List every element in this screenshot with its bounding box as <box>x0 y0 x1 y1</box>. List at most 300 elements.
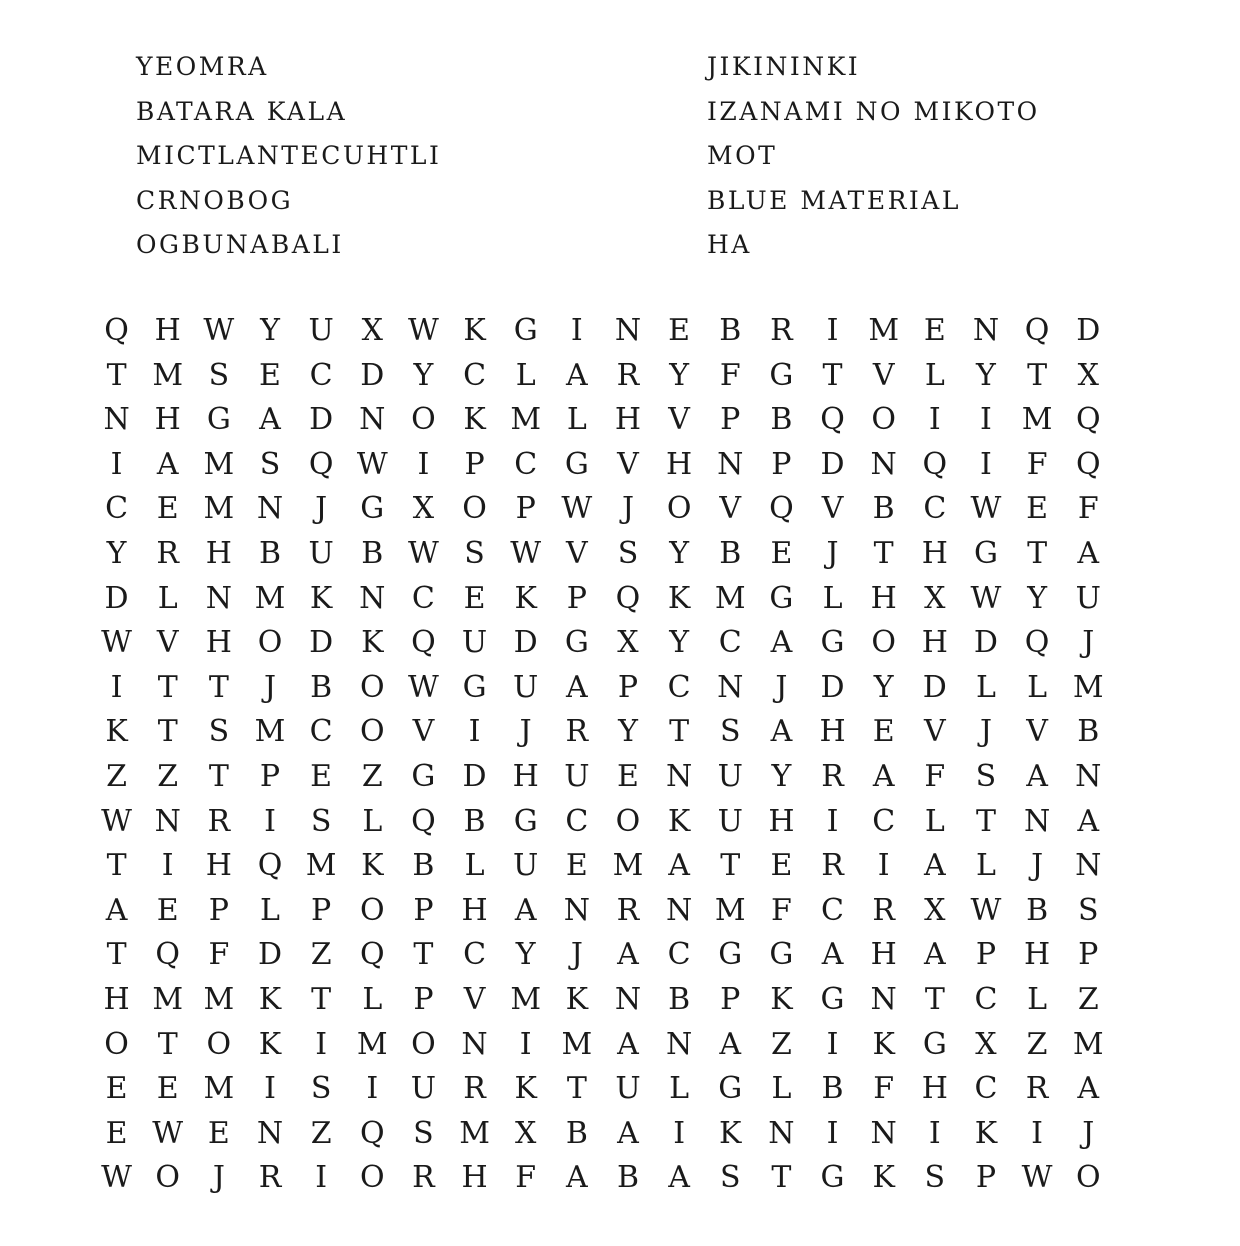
grid-cell[interactable]: Y <box>618 714 638 750</box>
grid-cell[interactable]: L <box>566 402 587 438</box>
grid-cell[interactable]: I <box>110 669 123 705</box>
grid-cell[interactable]: G <box>769 580 794 616</box>
grid-cell[interactable]: F <box>873 1071 895 1107</box>
grid-cell[interactable]: I <box>928 1115 941 1151</box>
grid-cell[interactable]: S <box>310 803 332 839</box>
grid-cell[interactable]: R <box>565 714 589 750</box>
grid-cell[interactable]: Y <box>413 357 434 393</box>
grid-cell[interactable]: H <box>870 580 897 616</box>
grid-cell[interactable]: L <box>771 1071 792 1107</box>
grid-cell[interactable]: L <box>669 1071 690 1107</box>
grid-cell[interactable]: A <box>668 1160 690 1196</box>
grid-cell[interactable]: Z <box>1077 981 1099 1017</box>
grid-cell[interactable]: Q <box>1024 313 1050 348</box>
grid-cell[interactable]: R <box>616 892 640 928</box>
grid-cell[interactable]: Q <box>922 446 948 482</box>
grid-cell[interactable]: T <box>771 1160 792 1196</box>
grid-cell[interactable]: A <box>617 1115 639 1151</box>
grid-cell[interactable]: D <box>309 625 334 661</box>
grid-cell[interactable]: K <box>667 580 691 616</box>
grid-cell[interactable]: D <box>1076 313 1101 348</box>
grid-cell[interactable]: F <box>1077 491 1099 527</box>
grid-cell[interactable]: Q <box>155 937 181 973</box>
grid-cell[interactable]: D <box>513 625 538 661</box>
grid-cell[interactable]: K <box>719 1115 742 1151</box>
grid-cell[interactable]: Q <box>411 625 436 661</box>
grid-cell[interactable]: N <box>359 580 386 616</box>
grid-cell[interactable]: G <box>718 1071 743 1107</box>
grid-cell[interactable]: M <box>152 357 184 393</box>
grid-cell[interactable]: R <box>821 758 844 794</box>
grid-cell[interactable]: A <box>872 758 895 794</box>
grid-cell[interactable]: L <box>976 848 996 884</box>
grid-cell[interactable]: Q <box>1024 625 1050 661</box>
grid-cell[interactable]: O <box>1075 1160 1101 1196</box>
grid-cell[interactable]: S <box>464 535 485 571</box>
grid-cell[interactable]: A <box>566 1160 588 1196</box>
grid-cell[interactable]: M <box>1072 1026 1104 1062</box>
grid-cell[interactable]: P <box>259 758 281 794</box>
grid-cell[interactable]: I <box>826 313 839 348</box>
grid-cell[interactable]: Q <box>257 848 283 884</box>
grid-cell[interactable]: H <box>870 937 897 973</box>
grid-cell[interactable]: S <box>924 1160 946 1196</box>
grid-cell[interactable]: N <box>665 1026 693 1062</box>
grid-cell[interactable]: V <box>923 714 946 750</box>
grid-cell[interactable]: N <box>717 669 744 705</box>
grid-cell[interactable]: Z <box>1026 1026 1048 1062</box>
grid-cell[interactable]: M <box>254 580 286 616</box>
grid-cell[interactable]: N <box>665 758 693 794</box>
grid-cell[interactable]: M <box>203 1071 235 1107</box>
grid-cell[interactable]: U <box>717 758 743 794</box>
grid-cell[interactable]: Z <box>361 758 383 794</box>
grid-cell[interactable]: N <box>1023 803 1051 839</box>
grid-cell[interactable]: P <box>720 981 741 1017</box>
grid-cell[interactable]: Q <box>615 580 641 616</box>
grid-cell[interactable]: P <box>975 1160 997 1196</box>
grid-cell[interactable]: D <box>309 402 334 438</box>
grid-cell[interactable]: Q <box>1075 446 1101 482</box>
grid-cell[interactable]: W <box>152 1115 184 1151</box>
grid-cell[interactable]: N <box>870 981 897 1017</box>
grid-cell[interactable]: M <box>714 580 746 616</box>
grid-cell[interactable]: K <box>361 625 384 661</box>
grid-cell[interactable]: K <box>770 981 793 1017</box>
grid-cell[interactable]: M <box>356 1026 388 1062</box>
grid-cell[interactable]: A <box>617 937 639 973</box>
grid-cell[interactable]: H <box>819 714 846 750</box>
grid-cell[interactable]: J <box>775 669 788 705</box>
grid-cell[interactable]: W <box>356 446 388 482</box>
grid-cell[interactable]: B <box>565 1115 588 1151</box>
grid-cell[interactable]: L <box>464 848 485 884</box>
grid-cell[interactable]: I <box>519 1026 532 1062</box>
grid-cell[interactable]: J <box>263 669 276 705</box>
grid-cell[interactable]: J <box>1082 1115 1095 1151</box>
grid-cell[interactable]: N <box>205 580 232 616</box>
grid-cell[interactable]: B <box>872 491 895 527</box>
grid-cell[interactable]: Z <box>157 758 179 794</box>
grid-cell[interactable]: W <box>970 892 1002 928</box>
grid-cell[interactable]: K <box>872 1160 895 1196</box>
grid-cell[interactable]: T <box>208 669 229 705</box>
grid-cell[interactable]: A <box>566 669 588 705</box>
grid-cell[interactable]: J <box>519 714 532 750</box>
grid-cell[interactable]: V <box>617 446 639 482</box>
grid-cell[interactable]: T <box>873 535 894 571</box>
grid-cell[interactable]: H <box>461 892 488 928</box>
grid-cell[interactable]: P <box>771 446 792 482</box>
grid-cell[interactable]: N <box>614 313 642 348</box>
grid-cell[interactable]: Z <box>770 1026 792 1062</box>
grid-cell[interactable]: J <box>1031 848 1044 884</box>
grid-cell[interactable]: K <box>258 1026 282 1062</box>
grid-cell[interactable]: M <box>152 981 184 1017</box>
grid-cell[interactable]: Q <box>359 1115 385 1151</box>
grid-cell[interactable]: C <box>411 580 435 616</box>
grid-cell[interactable]: P <box>413 892 434 928</box>
grid-cell[interactable]: L <box>362 981 383 1017</box>
grid-cell[interactable]: A <box>617 1026 639 1062</box>
grid-cell[interactable]: D <box>360 357 385 393</box>
grid-cell[interactable]: V <box>566 535 588 571</box>
grid-cell[interactable]: M <box>305 848 337 884</box>
grid-cell[interactable]: O <box>462 491 487 527</box>
grid-cell[interactable]: G <box>513 803 538 839</box>
grid-cell[interactable]: J <box>570 937 583 973</box>
grid-cell[interactable]: M <box>459 1115 490 1151</box>
grid-cell[interactable]: M <box>510 402 542 438</box>
grid-cell[interactable]: Z <box>310 937 332 973</box>
grid-cell[interactable]: P <box>975 937 997 973</box>
grid-cell[interactable]: H <box>921 625 948 661</box>
grid-cell[interactable]: A <box>1077 803 1100 839</box>
grid-cell[interactable]: O <box>411 1026 436 1062</box>
grid-cell[interactable]: T <box>1027 357 1048 393</box>
grid-cell[interactable]: X <box>515 1115 537 1151</box>
grid-cell[interactable]: H <box>512 758 539 794</box>
grid-cell[interactable]: I <box>264 803 276 839</box>
grid-cell[interactable]: G <box>769 357 794 393</box>
grid-cell[interactable]: C <box>463 357 487 393</box>
grid-cell[interactable]: U <box>461 625 488 661</box>
grid-cell[interactable]: M <box>203 491 235 527</box>
grid-cell[interactable]: H <box>921 535 948 571</box>
grid-cell[interactable]: M <box>1072 669 1104 705</box>
grid-cell[interactable]: T <box>720 848 741 884</box>
grid-cell[interactable]: E <box>668 313 691 348</box>
grid-cell[interactable]: V <box>463 981 486 1017</box>
grid-cell[interactable]: G <box>360 491 385 527</box>
grid-cell[interactable]: X <box>924 580 946 616</box>
grid-cell[interactable]: O <box>104 1026 129 1062</box>
grid-cell[interactable]: D <box>922 669 947 705</box>
grid-cell[interactable]: L <box>515 357 536 393</box>
grid-cell[interactable]: C <box>667 937 691 973</box>
grid-cell[interactable]: E <box>565 848 588 884</box>
grid-cell[interactable]: P <box>720 402 741 438</box>
grid-cell[interactable]: X <box>1077 357 1099 393</box>
grid-cell[interactable]: U <box>308 535 334 571</box>
grid-cell[interactable]: R <box>872 892 895 928</box>
grid-cell[interactable]: A <box>105 892 128 928</box>
grid-cell[interactable]: C <box>105 491 129 527</box>
grid-cell[interactable]: H <box>205 625 232 661</box>
grid-cell[interactable]: R <box>770 313 793 348</box>
grid-cell[interactable]: G <box>718 937 743 973</box>
grid-cell[interactable]: J <box>315 491 328 527</box>
grid-cell[interactable]: I <box>673 1115 686 1151</box>
grid-cell[interactable]: E <box>259 357 281 393</box>
grid-cell[interactable]: W <box>101 1160 132 1196</box>
grid-cell[interactable]: V <box>156 625 179 661</box>
grid-cell[interactable]: O <box>257 625 283 661</box>
grid-cell[interactable]: M <box>868 313 900 348</box>
grid-cell[interactable]: F <box>1026 446 1048 482</box>
grid-cell[interactable]: O <box>359 1160 385 1196</box>
grid-cell[interactable]: C <box>974 981 998 1017</box>
grid-cell[interactable]: A <box>923 848 946 884</box>
grid-cell[interactable]: Y <box>976 357 996 393</box>
grid-cell[interactable]: H <box>666 446 693 482</box>
grid-cell[interactable]: B <box>719 313 742 348</box>
grid-cell[interactable]: N <box>870 1115 897 1151</box>
grid-cell[interactable]: W <box>1021 1160 1053 1196</box>
grid-cell[interactable]: P <box>566 580 587 616</box>
grid-cell[interactable]: U <box>308 313 334 348</box>
grid-cell[interactable]: E <box>207 1115 230 1151</box>
grid-cell[interactable]: N <box>563 892 590 928</box>
grid-cell[interactable]: G <box>564 625 589 661</box>
grid-cell[interactable]: U <box>1075 580 1101 616</box>
grid-cell[interactable]: N <box>972 313 1000 348</box>
grid-cell[interactable]: I <box>826 1026 839 1062</box>
grid-cell[interactable]: A <box>1077 535 1100 571</box>
grid-cell[interactable]: Q <box>411 803 436 839</box>
grid-cell[interactable]: K <box>463 313 486 348</box>
grid-cell[interactable]: N <box>359 402 386 438</box>
grid-cell[interactable]: C <box>872 803 896 839</box>
grid-cell[interactable]: J <box>979 714 992 750</box>
grid-cell[interactable]: H <box>1024 937 1051 973</box>
grid-cell[interactable]: W <box>203 313 235 348</box>
grid-cell[interactable]: I <box>315 1160 328 1196</box>
grid-cell[interactable]: C <box>514 446 538 482</box>
grid-cell[interactable]: M <box>203 446 235 482</box>
grid-cell[interactable]: N <box>461 1026 488 1062</box>
grid-cell[interactable]: F <box>924 758 946 794</box>
grid-cell[interactable]: R <box>463 1071 486 1107</box>
grid-cell[interactable]: I <box>826 1115 839 1151</box>
grid-cell[interactable]: P <box>617 669 639 705</box>
grid-cell[interactable]: I <box>980 402 992 438</box>
grid-cell[interactable]: N <box>154 803 181 839</box>
grid-cell[interactable]: P <box>464 446 485 482</box>
grid-cell[interactable]: H <box>154 313 181 348</box>
grid-cell[interactable]: O <box>615 803 641 839</box>
grid-cell[interactable]: N <box>665 892 693 928</box>
grid-cell[interactable]: I <box>315 1026 328 1062</box>
grid-cell[interactable]: T <box>157 669 178 705</box>
grid-cell[interactable]: U <box>513 848 539 884</box>
grid-cell[interactable]: K <box>514 580 537 616</box>
grid-cell[interactable]: S <box>1077 892 1099 928</box>
grid-cell[interactable]: N <box>1075 758 1102 794</box>
grid-cell[interactable]: T <box>157 1026 178 1062</box>
grid-cell[interactable]: N <box>614 981 642 1017</box>
grid-cell[interactable]: O <box>359 892 385 928</box>
grid-cell[interactable]: F <box>770 892 792 928</box>
grid-cell[interactable]: B <box>310 669 333 705</box>
grid-cell[interactable]: H <box>461 1160 488 1196</box>
grid-cell[interactable]: S <box>208 357 230 393</box>
grid-cell[interactable]: Y <box>106 535 127 571</box>
grid-cell[interactable]: I <box>468 714 481 750</box>
grid-cell[interactable]: S <box>617 535 639 571</box>
grid-cell[interactable]: W <box>407 535 439 571</box>
grid-cell[interactable]: O <box>411 402 436 438</box>
grid-cell[interactable]: H <box>154 402 181 438</box>
grid-cell[interactable]: I <box>980 446 992 482</box>
grid-cell[interactable]: P <box>1078 937 1099 973</box>
grid-cell[interactable]: G <box>922 1026 947 1062</box>
grid-cell[interactable]: A <box>514 892 537 928</box>
grid-cell[interactable]: U <box>410 1071 437 1107</box>
grid-cell[interactable]: I <box>366 1071 379 1107</box>
grid-cell[interactable]: E <box>923 313 946 348</box>
grid-cell[interactable]: E <box>770 848 793 884</box>
grid-cell[interactable]: T <box>669 714 690 750</box>
grid-cell[interactable]: D <box>820 446 845 482</box>
grid-cell[interactable]: G <box>513 313 538 348</box>
grid-cell[interactable]: Y <box>515 937 536 973</box>
grid-cell[interactable]: F <box>208 937 230 973</box>
grid-cell[interactable]: K <box>105 714 128 750</box>
grid-cell[interactable]: E <box>310 758 333 794</box>
grid-cell[interactable]: V <box>872 357 895 393</box>
grid-cell[interactable]: I <box>161 848 174 884</box>
grid-cell[interactable]: I <box>877 848 890 884</box>
grid-cell[interactable]: U <box>717 803 743 839</box>
grid-cell[interactable]: S <box>208 714 230 750</box>
grid-cell[interactable]: R <box>616 357 640 393</box>
grid-cell[interactable]: C <box>463 937 487 973</box>
grid-cell[interactable]: P <box>515 491 536 527</box>
grid-cell[interactable]: C <box>718 625 742 661</box>
grid-cell[interactable]: V <box>668 402 690 438</box>
grid-cell[interactable]: A <box>923 937 946 973</box>
grid-cell[interactable]: N <box>1075 848 1102 884</box>
grid-cell[interactable]: I <box>264 1071 276 1107</box>
grid-cell[interactable]: O <box>871 402 896 438</box>
grid-cell[interactable]: C <box>309 357 333 393</box>
grid-cell[interactable]: Z <box>310 1115 332 1151</box>
grid-cell[interactable]: E <box>105 1071 128 1107</box>
grid-cell[interactable]: N <box>256 1115 284 1151</box>
grid-cell[interactable]: H <box>768 803 795 839</box>
grid-cell[interactable]: N <box>256 491 284 527</box>
grid-cell[interactable]: R <box>258 1160 282 1196</box>
grid-cell[interactable]: X <box>975 1026 997 1062</box>
grid-cell[interactable]: Q <box>769 491 794 527</box>
grid-cell[interactable]: W <box>970 580 1002 616</box>
grid-cell[interactable]: D <box>973 625 998 661</box>
grid-cell[interactable]: V <box>1026 714 1048 750</box>
grid-cell[interactable]: B <box>1077 714 1100 750</box>
grid-cell[interactable]: D <box>462 758 487 794</box>
grid-cell[interactable]: K <box>361 848 384 884</box>
grid-cell[interactable]: O <box>206 1026 232 1062</box>
grid-cell[interactable]: O <box>871 625 896 661</box>
grid-cell[interactable]: E <box>156 1071 179 1107</box>
grid-cell[interactable]: L <box>1027 669 1048 705</box>
grid-cell[interactable]: E <box>770 535 793 571</box>
grid-cell[interactable]: W <box>970 491 1002 527</box>
grid-cell[interactable]: H <box>205 848 232 884</box>
grid-cell[interactable]: Y <box>873 669 894 705</box>
grid-cell[interactable]: E <box>156 491 179 527</box>
grid-cell[interactable]: T <box>924 981 945 1017</box>
grid-cell[interactable]: O <box>359 669 385 705</box>
grid-cell[interactable]: C <box>309 714 333 750</box>
grid-cell[interactable]: B <box>258 535 282 571</box>
grid-cell[interactable]: F <box>515 1160 537 1196</box>
grid-cell[interactable]: Y <box>260 313 280 348</box>
grid-cell[interactable]: H <box>921 1071 948 1107</box>
grid-cell[interactable]: T <box>106 848 127 884</box>
grid-cell[interactable]: T <box>566 1071 587 1107</box>
grid-cell[interactable]: X <box>924 892 946 928</box>
grid-cell[interactable]: G <box>820 981 845 1017</box>
grid-cell[interactable]: C <box>667 669 691 705</box>
grid-cell[interactable]: M <box>714 892 746 928</box>
grid-cell[interactable]: E <box>872 714 895 750</box>
grid-cell[interactable]: I <box>110 446 123 482</box>
grid-cell[interactable]: A <box>770 625 793 661</box>
grid-cell[interactable]: R <box>156 535 179 571</box>
grid-cell[interactable]: G <box>820 625 845 661</box>
grid-cell[interactable]: A <box>770 714 793 750</box>
grid-cell[interactable]: G <box>206 402 231 438</box>
grid-cell[interactable]: W <box>101 803 132 839</box>
grid-cell[interactable]: B <box>463 803 486 839</box>
grid-cell[interactable]: P <box>413 981 434 1017</box>
grid-cell[interactable]: L <box>157 580 178 616</box>
grid-cell[interactable]: Q <box>1075 402 1101 438</box>
grid-cell[interactable]: A <box>1026 758 1048 794</box>
grid-cell[interactable]: B <box>361 535 384 571</box>
grid-cell[interactable]: A <box>719 1026 742 1062</box>
grid-cell[interactable]: B <box>412 848 435 884</box>
grid-cell[interactable]: C <box>821 892 845 928</box>
grid-cell[interactable]: N <box>768 1115 795 1151</box>
grid-cell[interactable]: D <box>820 669 845 705</box>
grid-cell[interactable]: U <box>615 1071 641 1107</box>
grid-cell[interactable]: T <box>106 937 127 973</box>
grid-cell[interactable]: J <box>212 1160 225 1196</box>
grid-cell[interactable]: K <box>514 1071 537 1107</box>
grid-cell[interactable]: B <box>821 1071 844 1107</box>
grid-cell[interactable]: C <box>923 491 947 527</box>
grid-cell[interactable]: B <box>616 1160 639 1196</box>
grid-cell[interactable]: E <box>1026 491 1049 527</box>
grid-cell[interactable]: G <box>973 535 998 571</box>
grid-cell[interactable]: S <box>975 758 997 794</box>
grid-cell[interactable]: R <box>412 1160 435 1196</box>
grid-cell[interactable]: G <box>769 937 794 973</box>
grid-cell[interactable]: W <box>510 535 542 571</box>
